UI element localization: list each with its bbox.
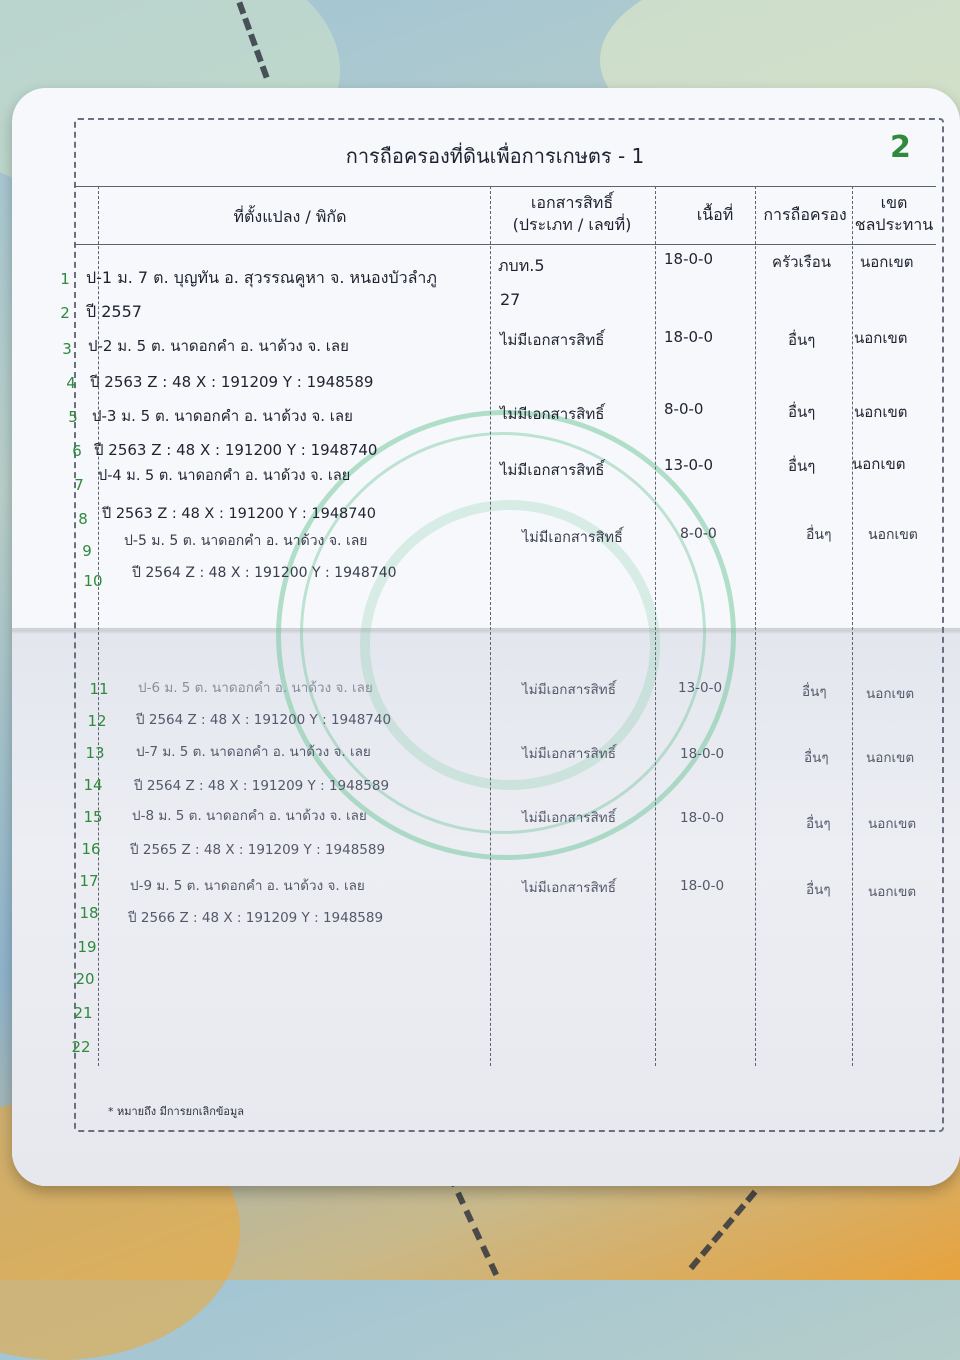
row-number: 17: [79, 872, 99, 890]
row-number: 10: [83, 572, 103, 590]
header-top-line: [74, 186, 936, 187]
plot-holding: อื่นๆ: [804, 750, 829, 766]
header-irrigation-zone: [854, 192, 934, 236]
row-number: 4: [66, 374, 76, 392]
plot-holding: อื่นๆ: [806, 527, 832, 543]
row-number: 12: [87, 712, 107, 730]
row-number: 15: [83, 808, 103, 826]
plot-coordinates: ปี 2564 Z : 48 X : 191200 Y : 1948740: [136, 712, 392, 728]
row-number: 13: [85, 744, 105, 762]
header-zone-line2: ชลประทาน: [854, 215, 934, 234]
plot-area: 8-0-0: [680, 526, 717, 542]
row-number: 1: [60, 270, 70, 288]
plot-holding: อื่นๆ: [788, 331, 816, 349]
column-divider: [852, 186, 853, 1066]
row-number: 14: [83, 776, 103, 794]
plot-location: ป-6 ม. 5 ต. นาดอกคำ อ. นาด้วง จ. เลย: [138, 680, 373, 696]
row-number: 18: [79, 904, 99, 922]
plot-area: 18-0-0: [680, 810, 725, 826]
row-number: 3: [62, 340, 72, 358]
plot-location: ป-4 ม. 5 ต. นาดอกคำ อ. นาด้วง จ. เลย: [98, 468, 351, 484]
plot-document-type: ไม่มีเอกสารสิทธิ์: [522, 746, 616, 762]
plot-location: ป-3 ม. 5 ต. นาดอกคำ อ. นาด้วง จ. เลย: [92, 407, 353, 425]
plot-document-type: ไม่มีเอกสารสิทธิ์: [500, 331, 605, 349]
plot-holding: อื่นๆ: [802, 684, 827, 700]
plot-document-number: 27: [500, 290, 521, 309]
plot-coordinates: ปี 2565 Z : 48 X : 191209 Y : 1948589: [130, 842, 386, 858]
plot-document-type: ไม่มีเอกสารสิทธิ์: [522, 530, 623, 546]
plot-location: ป-7 ม. 5 ต. นาดอกคำ อ. นาด้วง จ. เลย: [136, 744, 371, 760]
plot-irrigation-zone: นอกเขต: [868, 816, 917, 832]
row-number: 9: [82, 542, 92, 560]
header-document-line2: (ประเภท / เลขที่): [512, 215, 632, 234]
plot-document-type: ภบท.5: [498, 256, 545, 275]
plot-document-type: ไม่มีเอกสารสิทธิ์: [522, 810, 616, 826]
plot-location: ป-2 ม. 5 ต. นาดอกคำ อ. นาด้วง จ. เลย: [88, 337, 349, 355]
row-number: 5: [68, 408, 78, 426]
plot-coordinates: ปี 2564 Z : 48 X : 191209 Y : 1948589: [134, 778, 390, 794]
plot-coordinates: ปี 2563 Z : 48 X : 191200 Y : 1948740: [102, 506, 376, 522]
plot-area: 8-0-0: [664, 400, 704, 418]
plot-coordinates: ปี 2563 Z : 48 X : 191209 Y : 1948589: [90, 373, 374, 391]
plot-area: 13-0-0: [678, 680, 723, 696]
row-number: 22: [71, 1038, 91, 1056]
plot-location: ป-9 ม. 5 ต. นาดอกคำ อ. นาด้วง จ. เลย: [130, 878, 365, 894]
plot-coordinates: ปี 2557: [86, 302, 142, 321]
row-number: 21: [73, 1004, 93, 1022]
plot-area: 18-0-0: [680, 746, 725, 762]
row-number: 19: [77, 938, 97, 956]
plot-location: ป-8 ม. 5 ต. นาดอกคำ อ. นาด้วง จ. เลย: [132, 808, 367, 824]
plot-holding: อื่นๆ: [788, 403, 816, 421]
footnote: * หมายถึง มีการยกเลิกข้อมูล: [108, 1105, 245, 1118]
row-number: 16: [81, 840, 101, 858]
plot-document-type: ไม่มีเอกสารสิทธิ์: [522, 682, 616, 698]
plot-holding: อื่นๆ: [806, 816, 831, 832]
row-number: 8: [78, 510, 88, 528]
row-number: 20: [75, 970, 95, 988]
row-number: 11: [89, 680, 109, 698]
plot-irrigation-zone: นอกเขต: [866, 750, 915, 766]
plot-coordinates: ปี 2563 Z : 48 X : 191200 Y : 1948740: [94, 441, 378, 459]
plot-holding: อื่นๆ: [788, 457, 816, 475]
plot-location: ป-5 ม. 5 ต. นาดอกคำ อ. นาด้วง จ. เลย: [124, 533, 368, 549]
background-stitch: [447, 1174, 499, 1276]
plot-holding: อื่นๆ: [806, 882, 831, 898]
plot-coordinates: ปี 2566 Z : 48 X : 191209 Y : 1948589: [128, 910, 384, 926]
column-divider: [490, 186, 491, 1066]
row-number: 2: [60, 304, 70, 322]
plot-document-type: ไม่มีเอกสารสิทธิ์: [500, 405, 605, 423]
column-divider: [755, 186, 756, 1066]
plot-area: 18-0-0: [664, 328, 713, 346]
plot-document-type: ไม่มีเอกสารสิทธิ์: [522, 880, 616, 896]
plot-irrigation-zone: นอกเขต: [854, 403, 908, 421]
row-number: 7: [74, 476, 84, 494]
plot-area: 13-0-0: [664, 456, 713, 474]
plot-irrigation-zone: นอกเขต: [854, 329, 908, 347]
background-stitch: [689, 1190, 758, 1270]
header-location: ที่ตั้งแปลง / พิกัด: [233, 207, 347, 226]
header-zone-line1: เขต: [880, 193, 908, 212]
plot-area: 18-0-0: [664, 250, 713, 268]
row-number: 6: [72, 442, 82, 460]
plot-irrigation-zone: นอกเขต: [860, 253, 914, 271]
plot-irrigation-zone: นอกเขต: [868, 884, 917, 900]
column-divider: [655, 186, 656, 1066]
plot-location: ป-1 ม. 7 ต. บุญทัน อ. สุวรรณคูหา จ. หนองบัวลำภู: [86, 268, 437, 287]
page-title: การถือครองที่ดินเพื่อการเกษตร - 1: [345, 144, 645, 168]
header-document: [492, 192, 652, 236]
plot-irrigation-zone: นอกเขต: [866, 686, 915, 702]
page-number: 2: [890, 130, 911, 165]
plot-holding: ครัวเรือน: [772, 253, 831, 271]
plot-area: 18-0-0: [680, 878, 725, 894]
plot-irrigation-zone: นอกเขต: [868, 527, 918, 543]
header-document-line1: เอกสารสิทธิ์: [530, 193, 614, 212]
header-holding: การถือครอง: [763, 205, 847, 224]
plot-coordinates: ปี 2564 Z : 48 X : 191200 Y : 1948740: [132, 565, 397, 581]
header-bottom-line: [74, 244, 936, 245]
plot-irrigation-zone: นอกเขต: [852, 455, 906, 473]
plot-document-type: ไม่มีเอกสารสิทธิ์: [500, 461, 605, 479]
header-area: เนื้อที่: [696, 205, 734, 224]
